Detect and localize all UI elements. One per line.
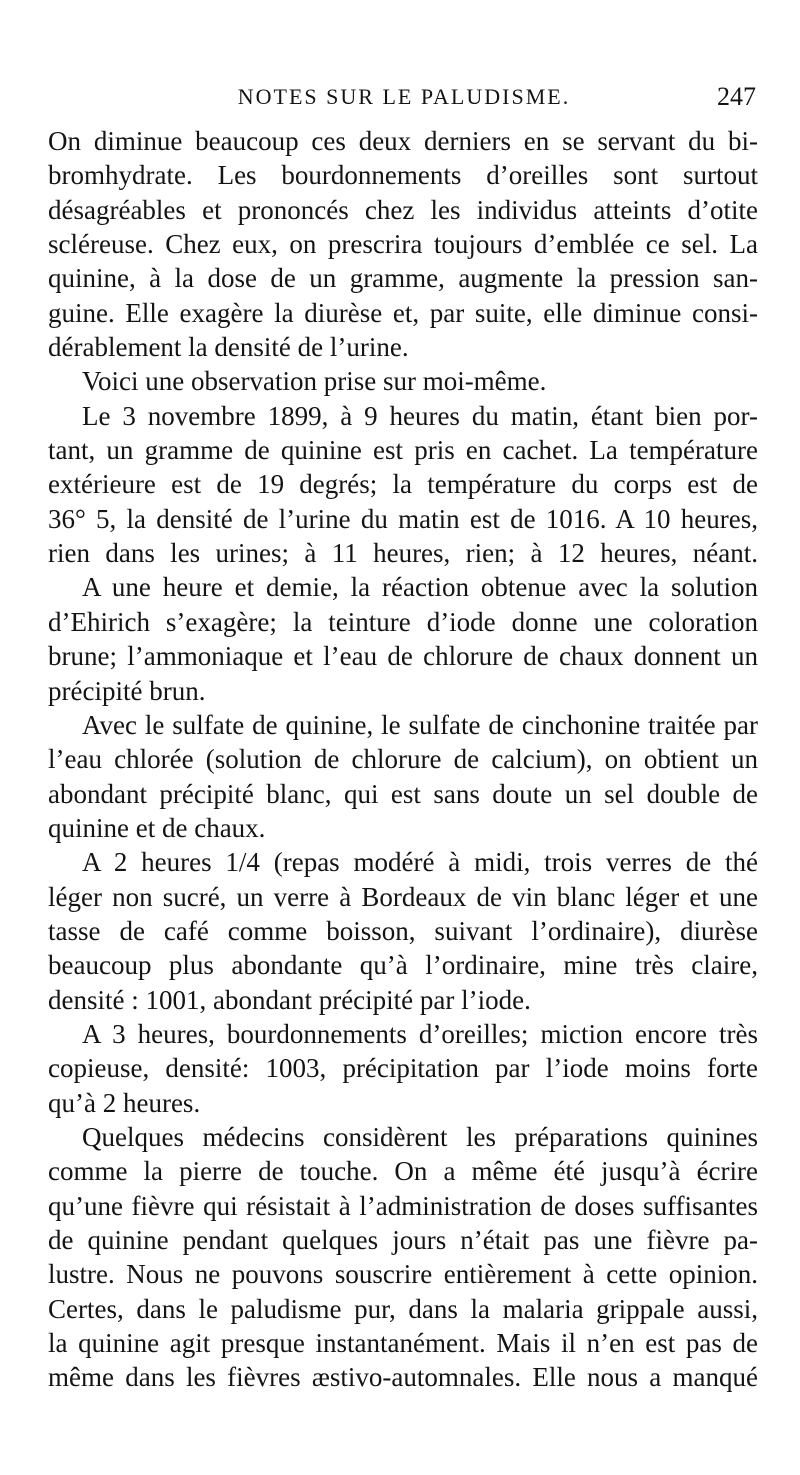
- text-line: scléreuse. Chez eux, on prescrira toujours d’emblée ce sel. La: [48, 229, 758, 260]
- text-line: A 3 heures, bourdonnements d’oreilles; miction encore très: [82, 1018, 758, 1049]
- page-header: [48, 84, 760, 114]
- running-title: NOTES SUR LE PALUDISME.: [237, 84, 571, 109]
- text-line: Certes, dans le paludisme pur, dans la malaria grippale aussi,: [48, 1293, 758, 1324]
- text-line: guine. Elle exagère la diurèse et, par suite, elle diminue consi-: [48, 297, 758, 328]
- text-line: Quelques médecins considèrent les préparations quinines: [82, 1121, 758, 1152]
- text-line: qu’à 2 heures.: [48, 1087, 201, 1118]
- text-line: Avec le sulfate de quinine, le sulfate de cinchonine traitée par: [82, 709, 758, 740]
- text-line: la quinine agit presque instantanément. Mais il n’en est pas de: [48, 1328, 758, 1359]
- text-line: qu’une fièvre qui résistait à l’administration de doses suffisantes: [48, 1190, 758, 1221]
- text-line: Le 3 novembre 1899, à 9 heures du matin, étant bien por-: [82, 400, 758, 431]
- text-line: densité : 1001, abondant précipité par l’iode.: [48, 984, 531, 1015]
- text-line: rien dans les urines; à 11 heures, rien; à 12 heures, néant.: [48, 538, 758, 569]
- text-line: A une heure et demie, la réaction obtenue avec la solution: [82, 572, 758, 603]
- text-line: A 2 heures 1/4 (repas modéré à midi, trois verres de thé: [82, 847, 758, 878]
- text-line: beaucoup plus abondante qu’à l’ordinaire, mine très claire,: [48, 950, 758, 981]
- text-line: copieuse, densité: 1003, précipitation par l’iode moins forte: [48, 1053, 758, 1084]
- page-number: 247: [717, 82, 756, 111]
- text-line: l’eau chlorée (solution de chlorure de calcium), on obtient un: [48, 744, 758, 775]
- text-line: comme la pierre de touche. On a même été jusqu’à écrire: [48, 1156, 758, 1187]
- text-line: quinine et de chaux.: [48, 812, 266, 843]
- text-line: On diminue beaucoup ces deux derniers en se servant du bi-: [48, 126, 758, 156]
- text-line: Voici une observation prise sur moi-même.: [82, 366, 547, 397]
- text-line: 36° 5, la densité de l’urine du matin est de 1016. A 10 heures,: [48, 503, 758, 534]
- text-line: quinine, à la dose de un gramme, augmente la pression san-: [48, 263, 758, 294]
- text-line: dérablement la densité de l’urine.: [48, 332, 409, 363]
- text-line: tant, un gramme de quinine est pris en cachet. La température: [48, 435, 758, 466]
- text-line: lustre. Nous ne pouvons souscrire entièrement à cette opinion.: [48, 1259, 758, 1290]
- text-line: même dans les fièvres æstivo-automnales. Elle nous a manqué: [48, 1362, 758, 1393]
- text-line: brune; l’ammoniaque et l’eau de chlorure de chaux donnent un: [48, 641, 758, 672]
- text-line: désagréables et prononcés chez les individus atteints d’otite: [48, 194, 758, 225]
- text-line: tasse de café comme boisson, suivant l’ordinaire), diurèse: [48, 915, 758, 946]
- text-line: précipité brun.: [48, 675, 206, 706]
- text-line: de quinine pendant quelques jours n’était pas une fièvre pa-: [48, 1225, 758, 1255]
- text-line: extérieure est de 19 degrés; la température du corps est de: [48, 469, 758, 500]
- text-line: léger non sucré, un verre à Bordeaux de vin blanc léger et une: [48, 881, 758, 912]
- body-text: [48, 124, 758, 1395]
- text-line: abondant précipité blanc, qui est sans doute un sel double de: [48, 778, 758, 809]
- text-line: bromhydrate. Les bourdonnements d’oreilles sont surtout: [48, 160, 758, 191]
- text-line: d’Ehirich s’exagère; la teinture d’iode donne une coloration: [48, 606, 758, 637]
